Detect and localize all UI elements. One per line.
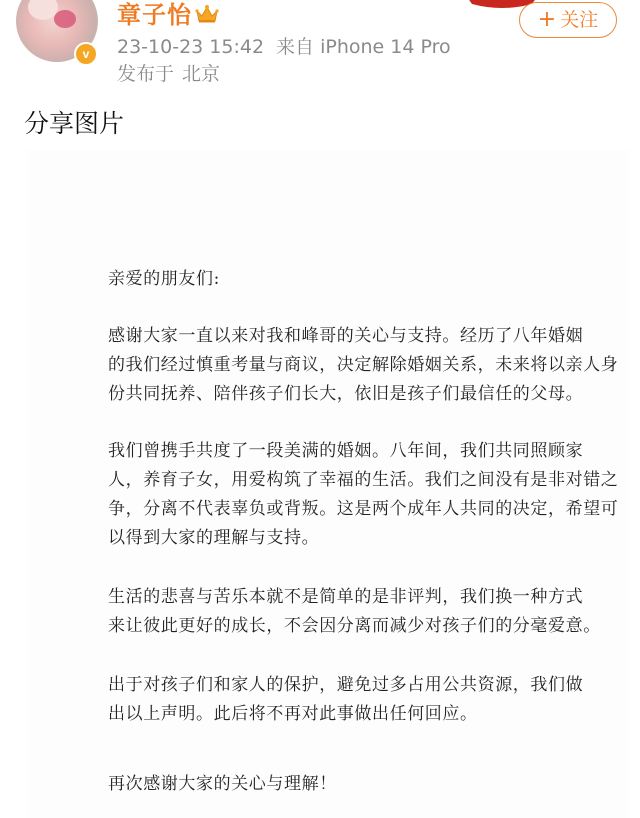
letter-closing: 再次感谢大家的关心与理解！ — [108, 774, 337, 794]
letter-line: 份共同抚养、陪伴孩子们长大，依旧是孩子们最信任的父母。 — [108, 384, 584, 404]
letter-paragraph — [108, 322, 619, 409]
crown-icon — [195, 4, 219, 24]
verified-badge-icon: v — [74, 42, 98, 66]
letter-line: 我们曾携手共度了一段美满的婚姻。八年间，我们共同照顾家 — [108, 441, 584, 461]
post-source: 来自 iPhone 14 Pro — [276, 36, 451, 58]
post-meta — [117, 35, 451, 59]
letter-greeting: 亲爱的朋友们: — [108, 269, 220, 289]
post-location — [117, 62, 220, 86]
post-text: 分享图片 — [24, 109, 125, 138]
post-timestamp: 23-10-23 15:42 — [117, 36, 265, 58]
letter-paragraph — [108, 583, 601, 641]
post-header — [0, 0, 640, 100]
letter-line: 出以上声明。此后将不再对此事做出任何回应。 — [108, 704, 478, 724]
letter-line: 以得到大家的理解与支持。 — [108, 528, 320, 548]
letter-line: 感谢大家一直以来对我和峰哥的关心与支持。经历了八年婚姻 — [108, 326, 584, 346]
letter-line: 人，养育子女，用爱构筑了幸福的生活。我们之间没有是非对错之 — [108, 470, 619, 490]
letter-line: 来让彼此更好的成长，不会因分离而减少对孩子们的分毫爱意。 — [108, 616, 601, 636]
follow-button[interactable] — [519, 2, 617, 38]
letter-line: 的我们经过慎重考量与商议，决定解除婚姻关系，未来将以亲人身 — [108, 355, 619, 375]
letter-line: 出于对孩子们和家人的保护，避免过多占用公共资源，我们做 — [108, 675, 584, 695]
follow-label: 关注 — [560, 9, 599, 31]
shared-image[interactable] — [28, 150, 628, 818]
letter-paragraph — [108, 671, 584, 729]
plus-icon: + — [537, 7, 557, 32]
letter-paragraph — [108, 437, 619, 553]
letter-line: 生活的悲喜与苦乐本就不是简单的是非评判，我们换一种方式 — [108, 587, 584, 607]
letter-line: 争，分离不代表辜负或背叛。这是两个成年人共同的决定，希望可 — [108, 499, 619, 519]
location-label: 发布于 — [117, 63, 175, 85]
username[interactable]: 章子怡 — [117, 1, 192, 29]
location-value: 北京 — [182, 63, 221, 85]
avatar-accent — [54, 10, 76, 28]
